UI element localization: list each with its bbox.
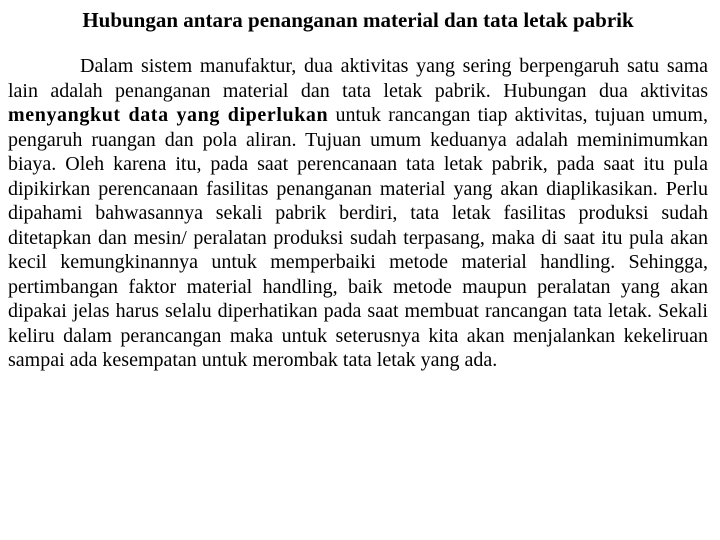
body-paragraph bbox=[8, 54, 708, 373]
document-title: Hubungan antara penanganan material dan tata letak pabrik bbox=[82, 8, 634, 32]
paragraph-emphasis: menyangkut data yang diperlukan bbox=[8, 104, 329, 126]
paragraph-text-end: untuk rancangan tiap aktivitas, tujuan umum, pengaruh ruangan dan pola aliran. Tujuan umum keduanya adalah meminimumkan biaya. Oleh karena itu, pada saat perencanaan tata letak pabrik, pada saat itu pula dipikirkan perencanaan fasilitas penanganan material yang akan diaplikasikan. Perlu dipahami bahwasannya sekali pabrik berdiri, tata letak fasilitas produksi sudah ditetapkan dan mesin/ peralatan produksi sudah terpasang, maka di saat itu pula akan kecil kemungkinannya untuk memperbaiki metode material handling. Sehingga, pertimbangan faktor material handling, baik metode maupun peralatan yang akan dipakai jelas harus selalu diperhatikan pada saat membuat rancangan tata letak. Sekali keliru dalam perancangan maka untuk seterusnya kita akan menjalankan kekeliruan sampai ada kesempatan untuk merombak tata letak yang ada. bbox=[8, 104, 708, 371]
paragraph-text-start: Dalam sistem manufaktur, dua aktivitas yang sering berpengaruh satu sama lain adalah penanganan material dan tata letak pabrik. Hubungan dua aktivitas bbox=[8, 55, 708, 102]
